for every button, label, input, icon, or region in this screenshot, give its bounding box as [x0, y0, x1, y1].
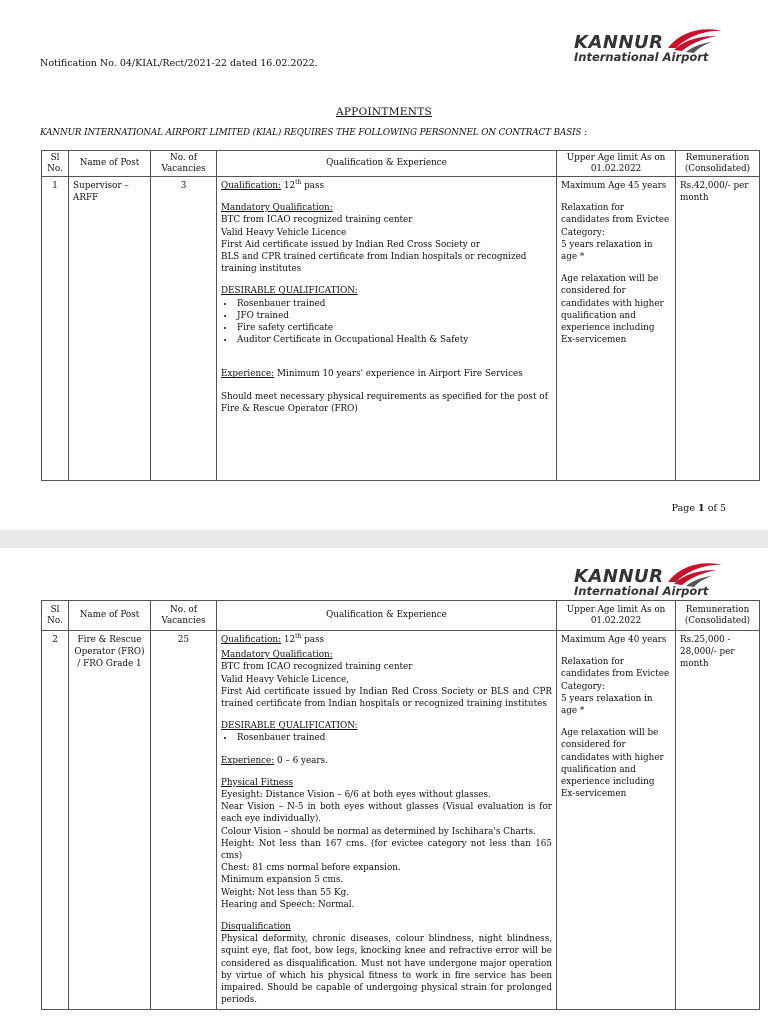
qualification-line: Qualification: 12th pass: [221, 633, 325, 645]
cell-sl: 2: [42, 631, 69, 1010]
page-separator: [0, 530, 768, 548]
header-post: Name of Post: [69, 151, 151, 177]
cell-qualification: [217, 631, 557, 1010]
header-post: Name of Post: [69, 601, 151, 631]
fitness-item: Weight: Not less than 55 Kg.: [221, 887, 350, 898]
physical-requirement: Should meet necessary physical requirements as specified for the post of Fire & Rescue Operator (FRO): [221, 391, 548, 414]
mandatory-label: Mandatory Qualification:: [221, 650, 333, 661]
header-remuneration: Remuneration (Consolidated): [676, 601, 760, 631]
kannur-airport-logo: [574, 28, 724, 64]
fitness-item: Hearing and Speech: Normal.: [221, 899, 355, 910]
cell-remuneration: Rs.42,000/- per month: [676, 177, 760, 481]
table-header-row: [42, 601, 760, 631]
table-header-row: [42, 151, 760, 177]
mandatory-item: First Aid certificate issued by Indian Red Cross Society or BLS and CPR trained certificate from Indian hospitals or recognized training institutes: [221, 686, 552, 710]
fitness-item: Near Vision – N-5 in both eyes without glasses (Visual evaluation is for each eye individually).: [221, 802, 552, 825]
table-row: [42, 631, 760, 1010]
desirable-label: DESIRABLE QUALIFICATION:: [221, 721, 358, 732]
age-max: Maximum Age 45 years: [561, 181, 667, 191]
list-item: • Rosenbauer trained: [235, 298, 552, 310]
mandatory-item: Valid Heavy Vehicle Licence,: [221, 674, 350, 685]
mandatory-item: BTC from ICAO recognized training center: [221, 215, 413, 226]
intro-text: KANNUR INTERNATIONAL AIRPORT LIMITED (KIAL) REQUIRES THE FOLLOWING PERSONNEL ON CONTRACT BASIS :: [40, 128, 588, 138]
mandatory-item: First Aid certificate issued by Indian Red Cross Society or: [221, 239, 481, 250]
experience-line: Experience: 0 – 6 years.: [221, 755, 328, 766]
header-vacancies: No. of Vacancies: [151, 151, 217, 177]
logo-subtitle: International Airport: [574, 50, 709, 64]
age-note: Age relaxation will be considered for candidates with higher qualification and experience including Ex-servicemen: [561, 728, 664, 800]
kannur-airport-logo: [574, 562, 724, 598]
list-item: • Rosenbauer trained: [235, 732, 552, 744]
fitness-item: Minimum expansion 5 cms.: [221, 875, 344, 886]
disqualification-text: Physical deformity, chronic diseases, colour blindness, night blindness, squint eye, flat foot, bow legs, knocking knee and refractive error will be considered as disqualification. Must not have undergone major operation by virtue of which his physical fitness to work in fire service has been impaired. Should be capable of undergoing physical strain for prolonged periods.: [221, 934, 552, 1006]
mandatory-label: Mandatory Qualification:: [221, 203, 333, 214]
age-relaxation: Relaxation for candidates from Evictee Category:: [561, 657, 670, 692]
mandatory-item: BTC from ICAO recognized training center: [221, 662, 413, 673]
header-sl: Sl No.: [42, 151, 69, 177]
fitness-item: Eyesight: Distance Vision – 6/6 at both eyes without glasses.: [221, 790, 491, 801]
document-page-2: [0, 548, 768, 1024]
notification-number: Notification No. 04/KIAL/Rect/2021-22 dated 16.02.2022.: [40, 58, 318, 69]
age-max: Maximum Age 40 years: [561, 635, 667, 645]
fitness-item: Height: Not less than 167 cms. (for evictee category not less than 165 cms): [221, 838, 552, 862]
header-age-limit: Upper Age limit As on 01.02.2022: [557, 601, 676, 631]
logo-name: KANNUR: [574, 32, 664, 53]
cell-qualification: [217, 177, 557, 481]
mandatory-item: Valid Heavy Vehicle Licence: [221, 227, 347, 238]
fitness-label: Physical Fitness: [221, 777, 294, 788]
list-item: • JFO trained: [235, 310, 552, 322]
cell-sl: 1: [42, 177, 69, 481]
header-sl: Sl No.: [42, 601, 69, 631]
age-relaxation-years: 5 years relaxation in age *: [561, 693, 653, 717]
age-relaxation: Relaxation for candidates from Evictee Category:: [561, 203, 670, 238]
fitness-item: Colour Vision – should be normal as determined by Ischihara's Charts.: [221, 826, 536, 837]
disqualification-label: Disqualification: [221, 922, 291, 933]
age-relaxation-years: 5 years relaxation in age *: [561, 239, 653, 263]
cell-vacancies: 25: [151, 631, 217, 1010]
header-remuneration: Remuneration (Consolidated): [676, 151, 760, 177]
cell-vacancies: 3: [151, 177, 217, 481]
desirable-label: DESIRABLE QUALIFICATION:: [221, 286, 358, 297]
section-heading: APPOINTMENTS: [335, 106, 433, 118]
table-row: [42, 177, 760, 481]
vacancy-table-2: [41, 600, 760, 1010]
list-item: • Fire safety certificate: [235, 322, 552, 334]
desirable-list: [221, 298, 552, 347]
cell-age-limit: [557, 631, 676, 1010]
cell-age-limit: [557, 177, 676, 481]
list-item: • Auditor Certificate in Occupational Health & Safety: [235, 334, 552, 346]
header-vacancies: No. of Vacancies: [151, 601, 217, 631]
experience-line: Experience: Minimum 10 years' experience in Airport Fire Services: [221, 369, 523, 380]
cell-post: Fire & Rescue Operator (FRO) / FRO Grade 1: [69, 631, 151, 1010]
cell-post: Supervisor – ARFF: [69, 177, 151, 481]
desirable-list: [221, 732, 552, 744]
header-qualification: Qualification & Experience: [217, 601, 557, 631]
fitness-item: Chest: 81 cms normal before expansion.: [221, 863, 401, 874]
cell-remuneration: Rs.25,000 - 28,000/- per month: [676, 631, 760, 1010]
logo-subtitle: International Airport: [574, 584, 709, 598]
mandatory-item: BLS and CPR trained certificate from Indian hospitals or recognized training institutes: [221, 252, 527, 275]
qualification-line: Qualification: 12th pass: [221, 179, 325, 191]
header-qualification: Qualification & Experience: [217, 151, 557, 177]
vacancy-table-1: [41, 150, 760, 481]
logo-name: KANNUR: [574, 566, 664, 587]
header-age-limit: Upper Age limit As on 01.02.2022: [557, 151, 676, 177]
page-number: Page 1 of 5: [671, 503, 726, 514]
age-note: Age relaxation will be considered for candidates with higher qualification and experience including Ex-servicemen: [561, 274, 664, 346]
